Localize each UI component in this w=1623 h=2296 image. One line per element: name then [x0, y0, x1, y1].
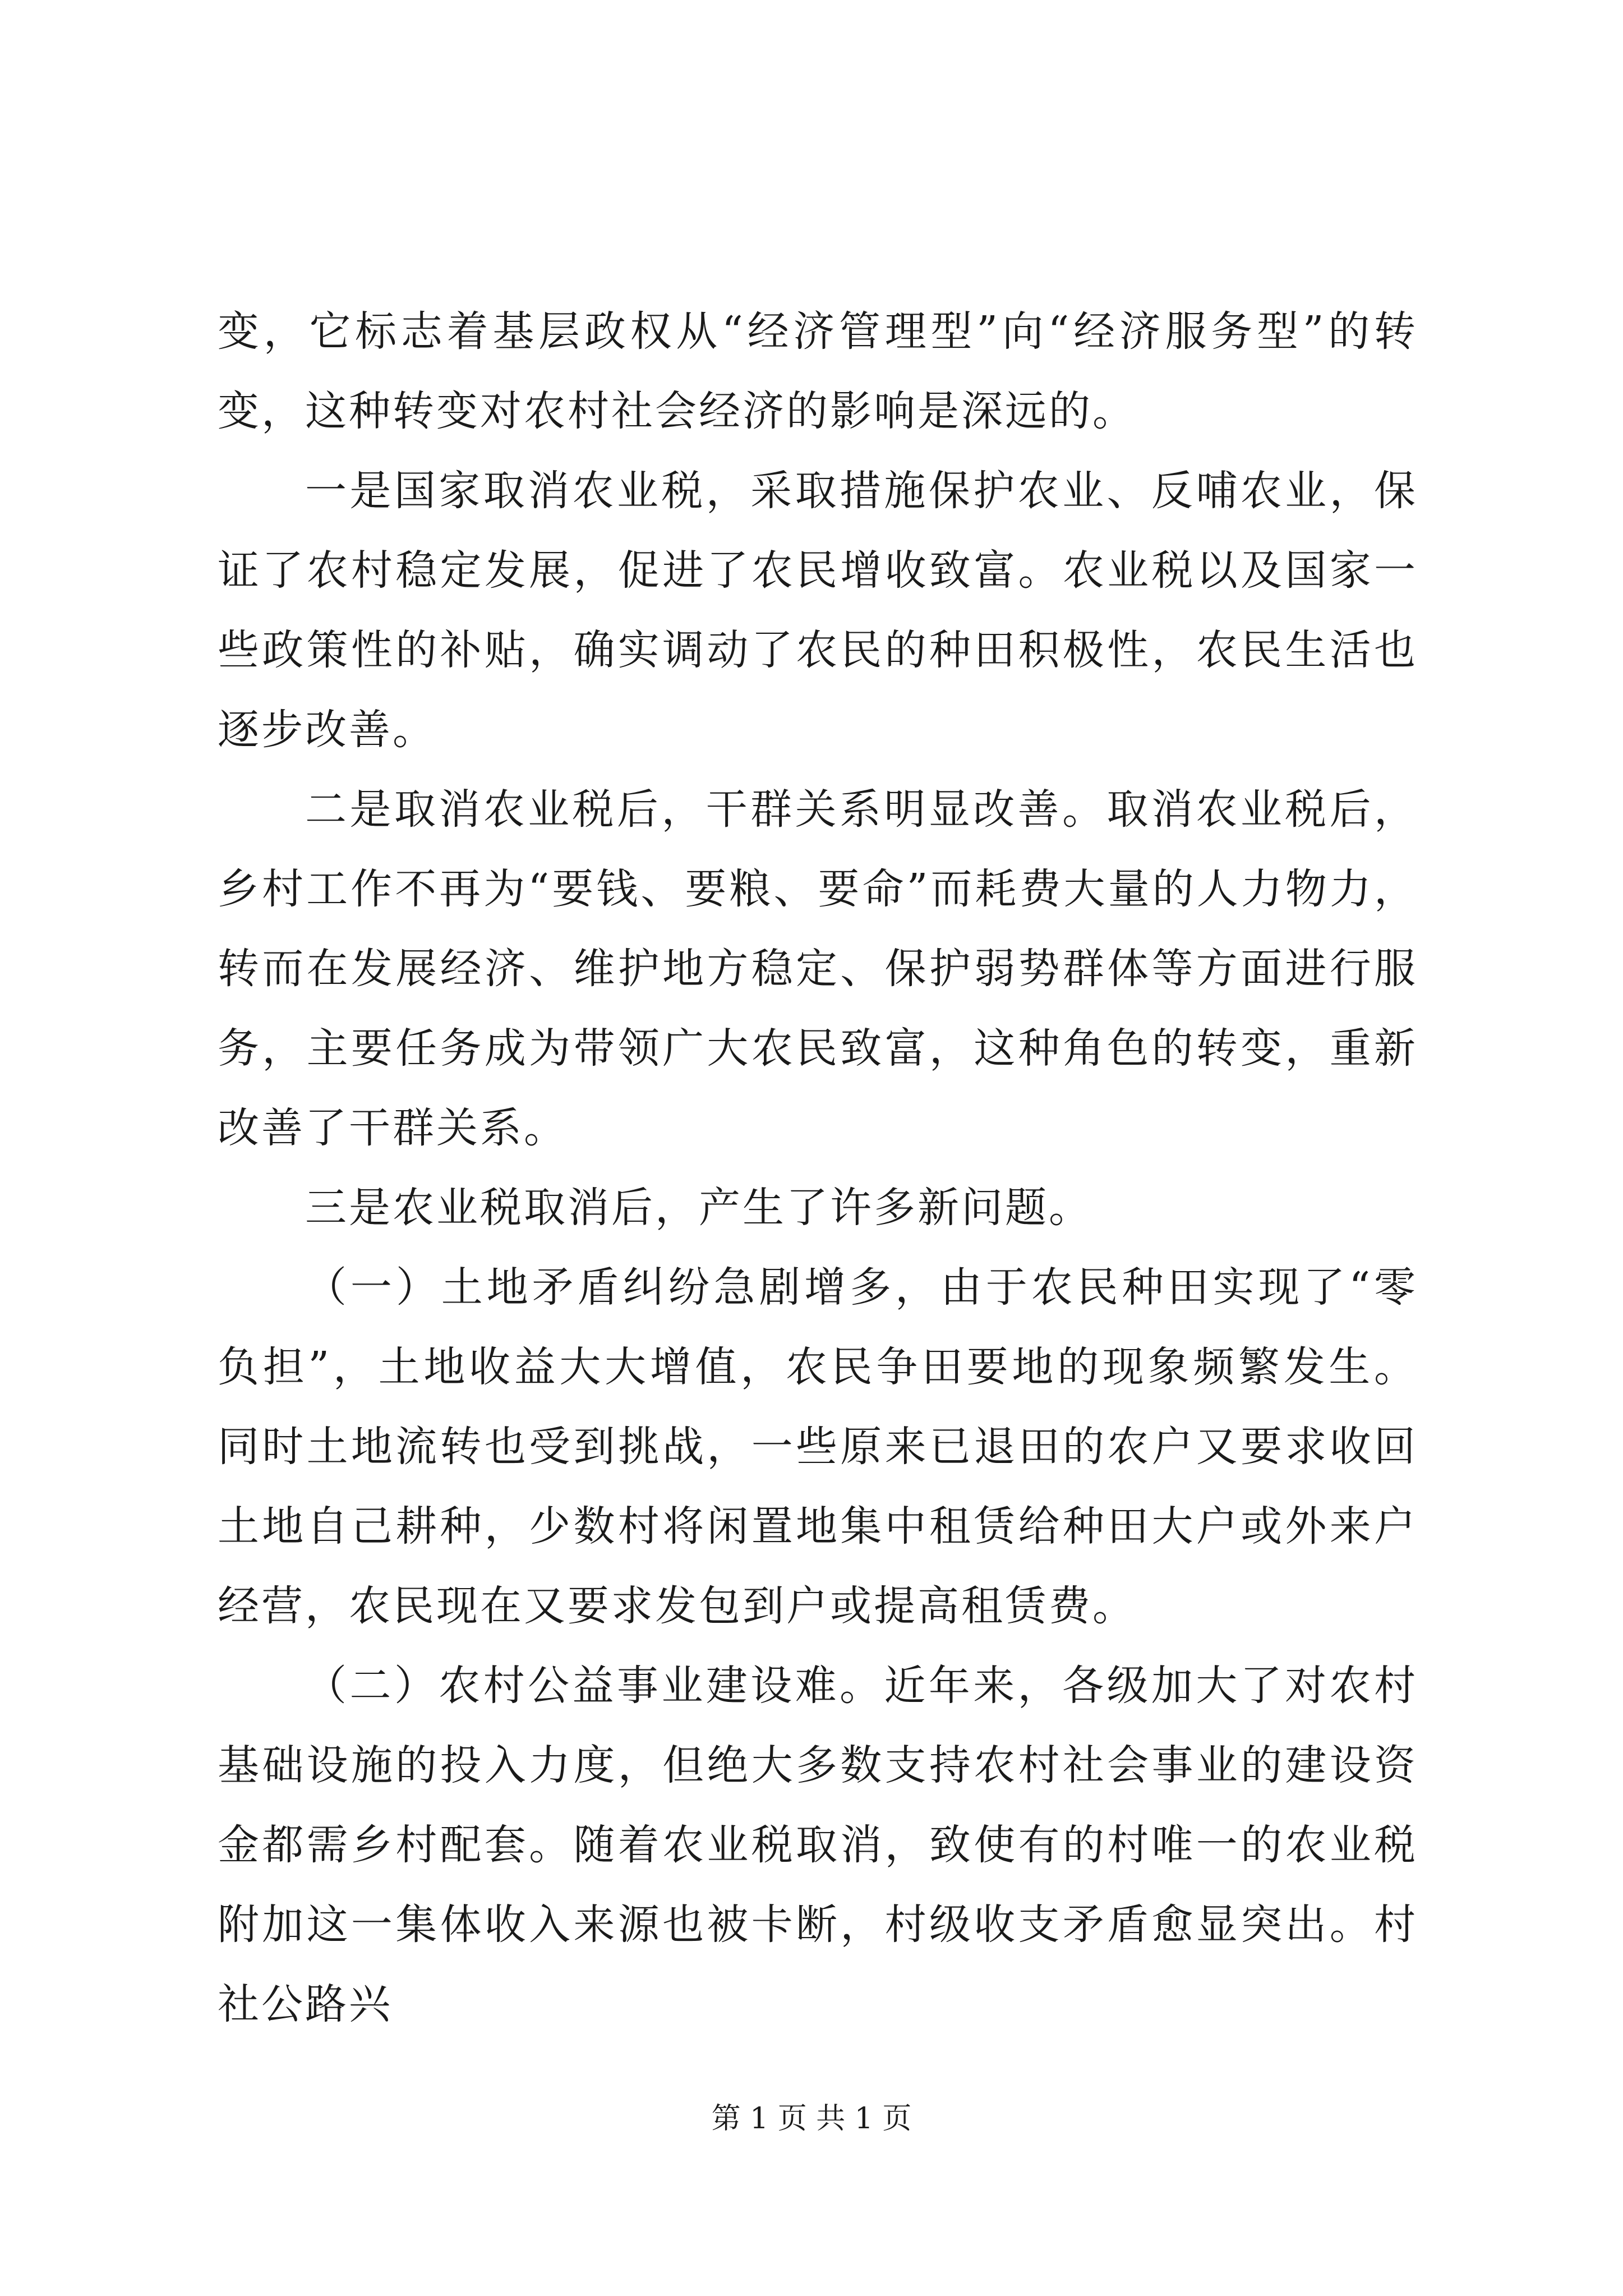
paragraph-continuation: 变，它标志着基层政权从“经济管理型”向“经济服务型”的转变，这种转变对农村社会经济的影响是深远的。 — [218, 307, 1418, 435]
document-body — [218, 292, 1418, 2044]
paragraph-point-three: 三是农业税取消后，产生了许多新问题。 — [305, 1184, 1092, 1232]
paragraph-point-one: 一是国家取消农业税，采取措施保护农业、反哺农业，保证了农村稳定发展，促进了农民增收致富。农业税以及国家一些政策性的补贴，确实调动了农民的种田积极性，农民生活也逐步改善。 — [218, 467, 1418, 754]
paragraph-point-two: 二是取消农业税后，干群关系明显改善。取消农业税后，乡村工作不再为“要钱、要粮、要命”而耗费大量的人力物力，转而在发展经济、维护地方稳定、保护弱势群体等方面进行服务，主要任务成为带领广大农民致富，这种角色的转变，重新改善了干群关系。 — [218, 785, 1418, 1152]
paragraph-subpoint-one: （一）土地矛盾纠纷急剧增多，由于农民种田实现了“零负担”，土地收益大大增值，农民争田要地的现象频繁发生。同时土地流转也受到挑战，一些原来已退田的农户又要求收回土地自己耕种，少数村将闲置地集中租赁给种田大户或外来户经营，农民现在又要求发包到户或提高租赁费。 — [218, 1263, 1418, 1630]
page-number-footer: 第 1 页 共 1 页 — [711, 2102, 912, 2136]
paragraph-subpoint-two: （二）农村公益事业建设难。近年来，各级加大了对农村基础设施的投入力度，但绝大多数支持农村社会事业的建设资金都需乡村配套。随着农业税取消，致使有的村唯一的农业税附加这一集体收入来源也被卡断，村级收支矛盾愈显突出。村社公路兴 — [218, 1662, 1418, 2028]
